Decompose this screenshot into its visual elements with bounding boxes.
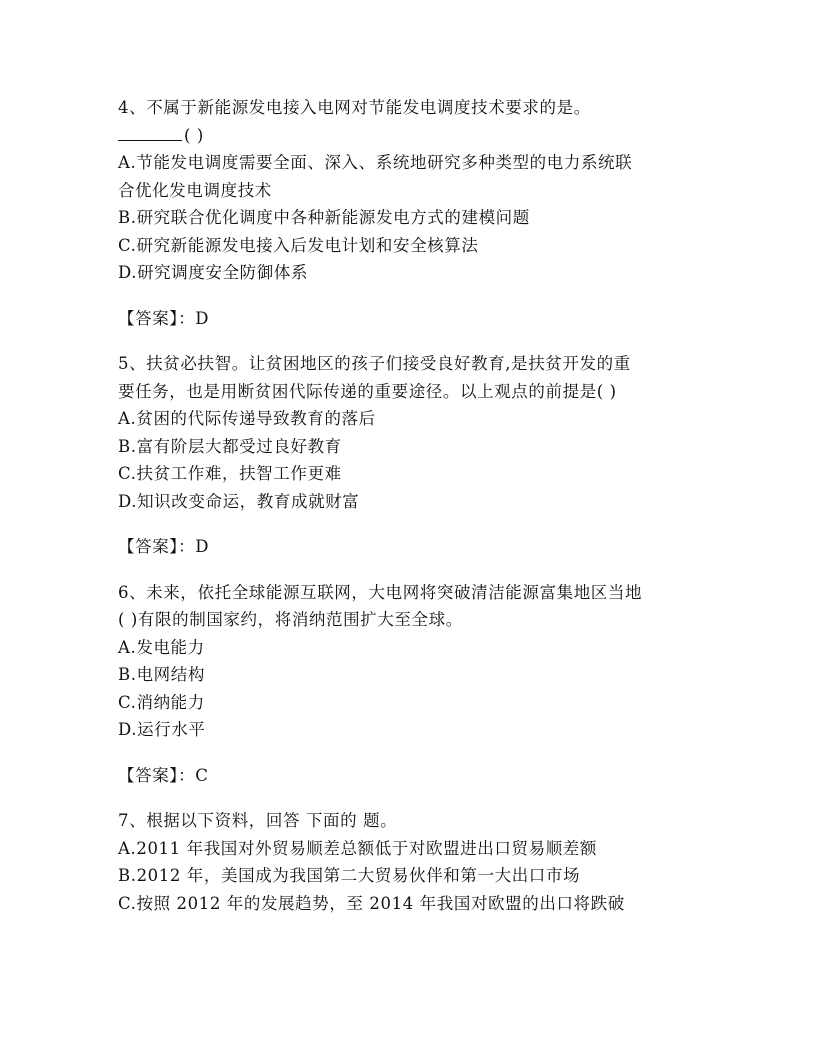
- option-a-continued: 合优化发电调度技术: [118, 180, 272, 200]
- question-stem-continued: ( )有限的制国家约，将消纳范围扩大至全球。: [118, 610, 463, 629]
- question-stem: 6、未来，依托全球能源互联网，大电网将突破清洁能源富集地区当地: [118, 582, 643, 602]
- question-6: [118, 579, 708, 790]
- question-7: [118, 807, 708, 917]
- answer-label: 【答案】：D: [118, 537, 210, 556]
- option-d: D.运行水平: [118, 720, 206, 739]
- option-a: A.贫困的代际传递导致教育的落后: [118, 409, 376, 428]
- option-b: B.研究联合优化调度中各种新能源发电方式的建模问题: [118, 208, 530, 227]
- option-c: C.研究新能源发电接入后发电计划和安全核算法: [118, 235, 479, 255]
- answer-blank-line: [118, 122, 708, 150]
- option-c: C.按照 2012 年的发展趋势，至 2014 年我国对欧盟的出口将跌破: [118, 893, 625, 913]
- option-a: A.发电能力: [118, 637, 205, 657]
- question-stem: 5、扶贫必扶智。让贫困地区的孩子们接受良好教育,是扶贫开发的重: [118, 354, 631, 373]
- option-b: B.富有阶层大都受过良好教育: [118, 436, 342, 456]
- question-stem: 7、根据以下资料，回答 下面的 题。: [118, 811, 398, 830]
- option-c: C.扶贫工作难，扶智工作更难: [118, 464, 342, 483]
- option-c: C.消纳能力: [118, 692, 205, 712]
- blank-parentheses: ( ): [184, 125, 204, 145]
- answer-label: 【答案】：D: [118, 308, 210, 328]
- option-b: B.2012 年，美国成为我国第二大贸易伙伴和第一大出口市场: [118, 866, 581, 885]
- option-a: A.2011 年我国对外贸易顺差总额低于对欧盟进出口贸易顺差额: [118, 838, 597, 858]
- question-stem-continued: 要任务，也是用断贫困代际传递的重要途径。以上观点的前提是( ): [118, 381, 617, 401]
- answer-label: 【答案】：C: [118, 765, 209, 785]
- option-b: B.电网结构: [118, 665, 205, 684]
- option-d: D.研究调度安全防御体系: [118, 263, 309, 282]
- answer-blank: [118, 125, 182, 141]
- question-4: [118, 94, 708, 332]
- question-list: [118, 94, 708, 917]
- option-a: A.节能发电调度需要全面、深入、系统地研究多种类型的电力系统联: [118, 153, 633, 172]
- option-d: D.知识改变命运，教育成就财富: [118, 491, 360, 511]
- question-5: [118, 350, 708, 561]
- question-stem: 4、不属于新能源发电接入电网对节能发电调度技术要求的是。: [118, 98, 591, 117]
